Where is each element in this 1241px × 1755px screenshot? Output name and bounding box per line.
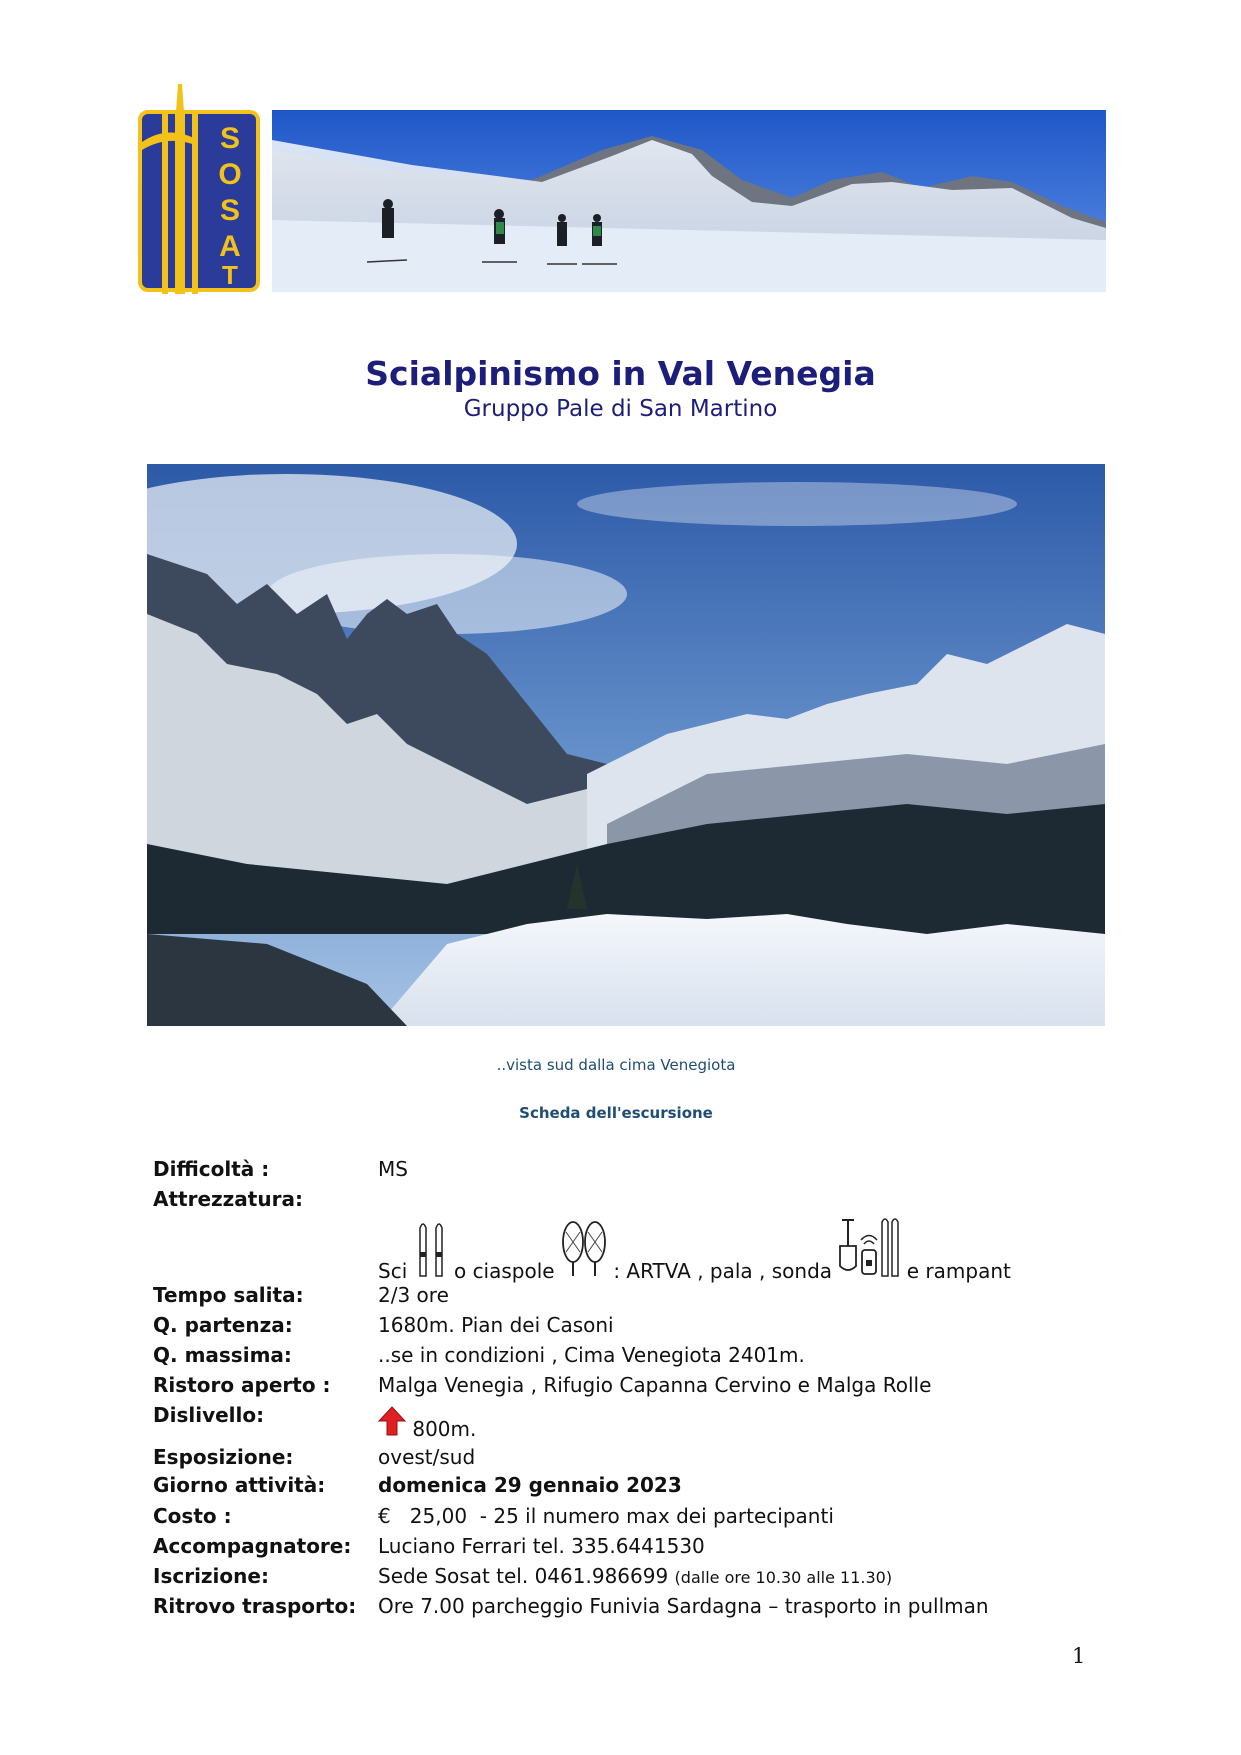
row-label: Tempo salita: xyxy=(153,1283,304,1307)
row-label: Ritrovo trasporto: xyxy=(153,1594,357,1618)
row-label: Q. partenza: xyxy=(153,1313,293,1337)
row-value: ..se in condizioni , Cima Venegiota 2401m. xyxy=(378,1343,805,1367)
svg-text:T: T xyxy=(222,260,238,290)
row-label: Dislivello: xyxy=(153,1403,265,1427)
row-value: Ore 7.00 parcheggio Funivia Sardagna – trasporto in pullman xyxy=(378,1594,989,1618)
row-label: Difficoltà : xyxy=(153,1157,270,1181)
sheet-heading: Scheda dell'escursione xyxy=(519,1104,713,1122)
row-label: Costo : xyxy=(153,1504,232,1528)
safety-kit-label: : ARTVA , pala , sonda xyxy=(613,1259,833,1283)
safety-kit-icon xyxy=(838,1216,900,1284)
row-value: Sede Sosat tel. 0461.986699 xyxy=(378,1564,669,1588)
rampant-label: e rampant xyxy=(906,1259,1011,1283)
svg-text:S: S xyxy=(219,194,241,227)
row-label: Esposizione: xyxy=(153,1445,294,1469)
page-subtitle: Gruppo Pale di San Martino xyxy=(463,396,778,422)
row-value: 800m. xyxy=(412,1417,477,1441)
row-value: € 25,00 - 25 il numero max dei partecipanti xyxy=(378,1504,834,1528)
row-dislivello xyxy=(153,1402,1093,1456)
page-number: 1 xyxy=(1072,1644,1086,1668)
row-value: ovest/sud xyxy=(378,1445,476,1469)
ski-label: Sci xyxy=(378,1259,408,1283)
row-label: Iscrizione: xyxy=(153,1564,269,1588)
ski-icon xyxy=(414,1218,448,1284)
banner-image xyxy=(272,110,1106,292)
snowshoe-icon xyxy=(561,1218,607,1284)
row-label: Accompagnatore: xyxy=(153,1534,352,1558)
row-value: 2/3 ore xyxy=(378,1283,449,1307)
row-value: Luciano Ferrari tel. 335.6441530 xyxy=(378,1534,705,1558)
row-value: MS xyxy=(378,1157,408,1181)
svg-text:A: A xyxy=(219,230,241,263)
row-label: Ristoro aperto : xyxy=(153,1373,331,1397)
page-title: Scialpinismo in Val Venegia xyxy=(365,354,876,393)
sosat-logo xyxy=(138,84,262,294)
row-label: Giorno attività: xyxy=(153,1473,326,1497)
logo-text: S xyxy=(219,122,241,155)
row-attrezzatura-items xyxy=(153,1216,1093,1283)
snowshoe-label: o ciaspole xyxy=(453,1259,555,1283)
row-note: (dalle ore 10.30 alle 11.30) xyxy=(674,1568,893,1587)
up-arrow-icon xyxy=(378,1406,406,1442)
mountain-photo xyxy=(147,464,1105,1026)
row-value: 1680m. Pian dei Casoni xyxy=(378,1313,614,1337)
row-value: Malga Venegia , Rifugio Capanna Cervino e Malga Rolle xyxy=(378,1373,932,1397)
row-value: domenica 29 gennaio 2023 xyxy=(378,1473,682,1497)
svg-text:O: O xyxy=(218,158,242,191)
photo-caption: ..vista sud dalla cima Venegiota xyxy=(496,1056,736,1074)
row-label: Q. massima: xyxy=(153,1343,292,1367)
row-label: Attrezzatura: xyxy=(153,1187,303,1211)
